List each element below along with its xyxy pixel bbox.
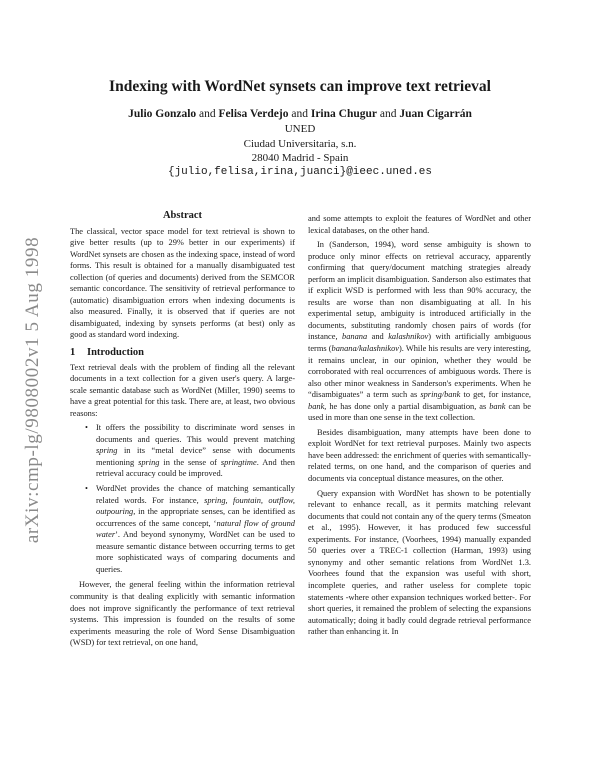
affiliation-address: Ciudad Universitaria, s.n. [243, 138, 357, 150]
abstract-text: The classical, vector space model for text retrieval is shown to give better results (up to 29% better in our experiments) if WordNet synsets are chosen as the indexing space, instead of word forms. This result is obtained for a manually disambiguated test collection (of queries and documents) derived from the SEMCOR semantic concordance. The sensitivity of retrieval performance to (automatic) disambiguation errors when indexing documents is also measured. Finally, it is observed that if queries are not disambiguated, indexing by synsets performs (at best) only as good as standard word indexing. [70, 226, 295, 340]
right-column [308, 213, 531, 641]
list-item: • WordNet provides the chance of matching semantically related words. For instance, spring, fountain, outflow, outpouring, in the appropriate senses, can be identified as occurrences of the same concept, ‘natural flow of ground water’. And beyond synonymy, WordNet can be used to measure semantic distance between occurring terms to get more sophisticated ways of comparing documents and queries. [96, 483, 295, 575]
section-title: Introduction [87, 347, 144, 359]
list-item: • It offers the possibility to discriminate word senses in documents and queries. This would prevent matching spring in its “metal device” sense with documents mentioning spring in the sense of springtime. And then retrieval accuracy could be improved. [96, 422, 295, 480]
author-separator: and [288, 108, 311, 120]
body-paragraph: In (Sanderson, 1994), word sense ambiguity is shown to produce only minor effects on retrieval accuracy, apparently confirming that query/document matching strategies already perform an implicit disambiguation. Sanderson also estimates that if explicit WSD is performed with less than 90% accuracy, the results are worse than non disambiguating at all. In his experimental setup, ambiguity is introduced artificially in the documents, substituting randomly chosen pairs of words (for instance, banana and kalashnikov) with artificially ambiguous terms (banana/kalashnikov). While his results are very interesting, it remains unclear, in our opinion, whether they would be corroborated with real occurrences of ambiguous words. There is also other minor weakness in Sanderson's experiments. When he “disambiguates” a term such as spring/bank to get, for instance, bank, he has done only a partial disambiguation, as bank can be used in more than one sense in the text collection. [308, 240, 531, 423]
body-paragraph: Besides disambiguation, many attempts have been done to exploit WordNet for text retrieval purposes. Mainly two aspects have been addressed: the enrichment of queries with semantically-related terms, on one hand, and the comparison of queries and documents via conceptual distance measures, on the other. [308, 427, 531, 484]
section-heading [70, 347, 295, 359]
author-name: Julio Gonzalo [128, 108, 197, 120]
body-paragraph: and some attempts to exploit the features of WordNet and other lexical databases, on the other hand. [308, 214, 531, 235]
section-number: 1 [70, 347, 76, 359]
affiliation-org: UNED [284, 123, 316, 135]
arxiv-identifier: arXiv:cmp-lg/9808002v1 5 Aug 1998 [22, 236, 43, 544]
author-name: Felisa Verdejo [218, 108, 289, 120]
author-email: {julio,felisa,irina,juanci}@ieec.uned.es [167, 166, 433, 178]
body-paragraph: Query expansion with WordNet has shown to be potentially relevant to enhance recall, as it permits matching relevant documents that could not contain any of the query terms (Smeaton et al., 1995). However, it has produced few successful experiments. For instance, (Voorhees, 1994) manually expanded 50 queries over a TREC-1 collection (Harman, 1993) using synonymy and other semantic relations from WordNet 1.3. Voorhees found that the expansion was useful with short, incomplete queries, and rather useless for complete topic statements -where other expansion techniques worked better-. For short queries, it remained the problem of selecting the expansions automatically; doing it badly could degrade retrieval performance rather than enhancing it. In [308, 488, 531, 637]
paper-title: Indexing with WordNet synsets can improve text retrieval [109, 78, 491, 95]
left-column [70, 210, 295, 652]
author-name: Juan Cigarrán [399, 108, 472, 120]
intro-paragraph: However, the general feeling within the information retrieval community is that dealing explicitly with semantic information does not improve significantly the performance of text retrieval systems. This impression is founded on the results of some experiments measuring the role of Word Sense Disambiguation (WSD) for text retrieval, on one hand, [70, 580, 295, 648]
affiliation-city: 28040 Madrid - Spain [251, 152, 349, 164]
intro-paragraph: Text retrieval deals with the problem of finding all the relevant documents in a text collection for a given user's query. A large-scale semantic database such as WordNet (Miller, 1990) seems to have a great potential for this task. There are, at least, two obvious reasons: [70, 362, 295, 418]
author-separator: and [377, 108, 400, 120]
reason-list [70, 422, 295, 575]
arxiv-identifier-sidebar [8, 210, 58, 570]
abstract-heading: Abstract [162, 210, 203, 221]
author-name: Irina Chugur [310, 108, 377, 120]
author-list [0, 108, 600, 120]
author-separator: and [196, 108, 219, 120]
